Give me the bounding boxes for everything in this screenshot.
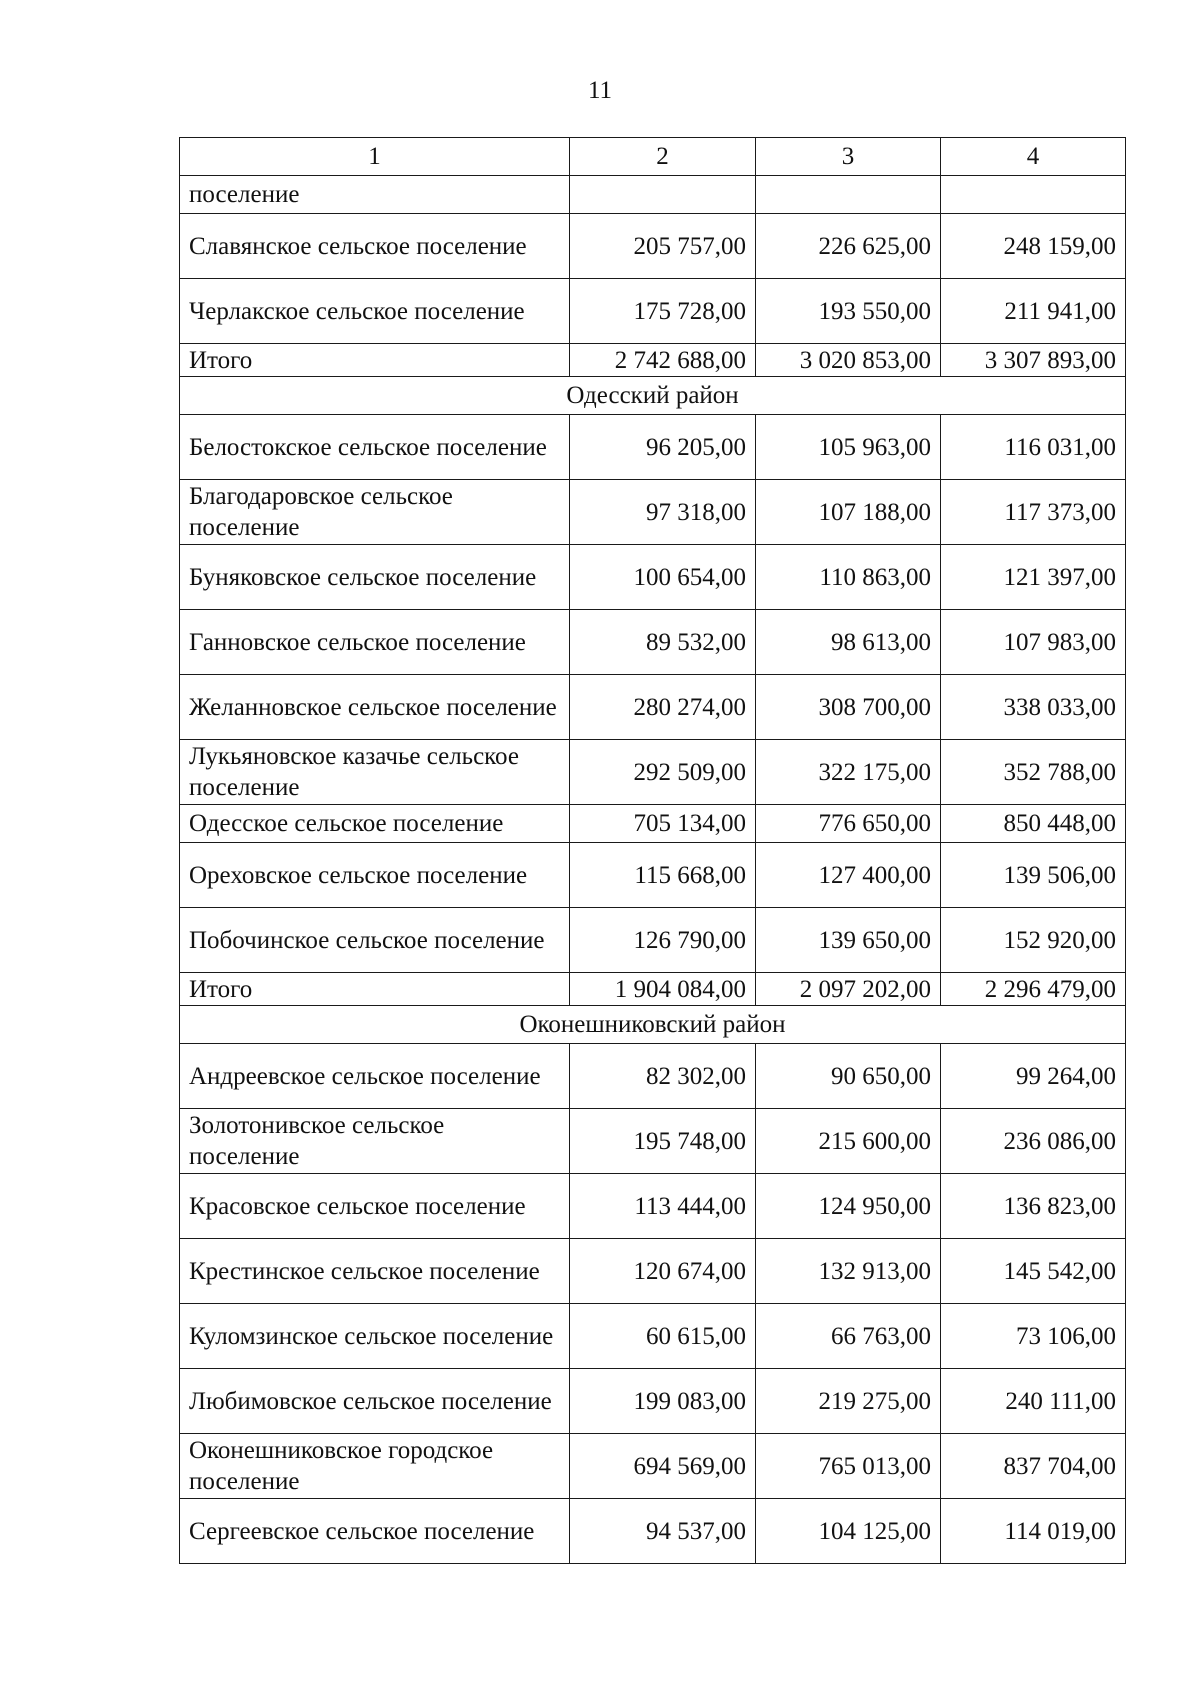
header-col-4: 4: [941, 138, 1126, 176]
header-col-1: 1: [180, 138, 570, 176]
value-col-3: 193 550,00: [756, 279, 941, 344]
settlement-name: Одесское сельское поселение: [180, 805, 570, 843]
settlement-name: Лукьяновское казачье сельское поселение: [180, 740, 570, 805]
value-col-2: 2 742 688,00: [570, 344, 756, 377]
value-col-3: [756, 176, 941, 214]
value-col-2: 115 668,00: [570, 843, 756, 908]
table-row: [180, 415, 1126, 480]
value-col-2: 126 790,00: [570, 908, 756, 973]
table-row: [180, 610, 1126, 675]
table-row: [180, 1239, 1126, 1304]
table-body: [180, 176, 1126, 1564]
value-col-2: 100 654,00: [570, 545, 756, 610]
settlement-name: Крестинское сельское поселение: [180, 1239, 570, 1304]
table-row: [180, 545, 1126, 610]
value-col-3: 2 097 202,00: [756, 973, 941, 1006]
header-col-3: 3: [756, 138, 941, 176]
value-col-4: 136 823,00: [941, 1174, 1126, 1239]
settlement-name: Ореховское сельское поселение: [180, 843, 570, 908]
value-col-4: 338 033,00: [941, 675, 1126, 740]
table-row: [180, 1109, 1126, 1174]
value-col-2: 705 134,00: [570, 805, 756, 843]
value-col-2: 280 274,00: [570, 675, 756, 740]
value-col-2: [570, 176, 756, 214]
table-row: [180, 675, 1126, 740]
value-col-3: 3 020 853,00: [756, 344, 941, 377]
value-col-2: 1 904 084,00: [570, 973, 756, 1006]
value-col-3: 124 950,00: [756, 1174, 941, 1239]
value-col-4: 837 704,00: [941, 1434, 1126, 1499]
value-col-4: 99 264,00: [941, 1044, 1126, 1109]
settlement-name: Куломзинское сельское поселение: [180, 1304, 570, 1369]
value-col-4: 139 506,00: [941, 843, 1126, 908]
total-label: Итого: [180, 973, 570, 1006]
value-col-3: 132 913,00: [756, 1239, 941, 1304]
value-col-4: 211 941,00: [941, 279, 1126, 344]
settlement-name: поселение: [180, 176, 570, 214]
settlement-name: Белостокское сельское поселение: [180, 415, 570, 480]
value-col-2: 175 728,00: [570, 279, 756, 344]
value-col-2: 120 674,00: [570, 1239, 756, 1304]
value-col-4: 107 983,00: [941, 610, 1126, 675]
value-col-4: 116 031,00: [941, 415, 1126, 480]
value-col-2: 292 509,00: [570, 740, 756, 805]
value-col-2: 94 537,00: [570, 1499, 756, 1564]
table-row: [180, 843, 1126, 908]
total-row: [180, 344, 1126, 377]
table-row: [180, 279, 1126, 344]
settlement-name: Буняковское сельское поселение: [180, 545, 570, 610]
value-col-2: 96 205,00: [570, 415, 756, 480]
table-row: [180, 1174, 1126, 1239]
value-col-4: 2 296 479,00: [941, 973, 1126, 1006]
settlement-name: Андреевское сельское поселение: [180, 1044, 570, 1109]
value-col-2: 205 757,00: [570, 214, 756, 279]
value-col-3: 219 275,00: [756, 1369, 941, 1434]
value-col-3: 127 400,00: [756, 843, 941, 908]
value-col-4: [941, 176, 1126, 214]
value-col-3: 765 013,00: [756, 1434, 941, 1499]
table-row: [180, 176, 1126, 214]
value-col-2: 199 083,00: [570, 1369, 756, 1434]
value-col-4: 850 448,00: [941, 805, 1126, 843]
value-col-2: 89 532,00: [570, 610, 756, 675]
value-col-4: 117 373,00: [941, 480, 1126, 545]
settlement-name: Сергеевское сельское поселение: [180, 1499, 570, 1564]
value-col-4: 248 159,00: [941, 214, 1126, 279]
table-row: [180, 480, 1126, 545]
value-col-3: 776 650,00: [756, 805, 941, 843]
value-col-3: 98 613,00: [756, 610, 941, 675]
settlement-name: Желанновское сельское поселение: [180, 675, 570, 740]
value-col-2: 195 748,00: [570, 1109, 756, 1174]
value-col-4: 152 920,00: [941, 908, 1126, 973]
value-col-3: 308 700,00: [756, 675, 941, 740]
value-col-3: 226 625,00: [756, 214, 941, 279]
value-col-3: 322 175,00: [756, 740, 941, 805]
value-col-4: 236 086,00: [941, 1109, 1126, 1174]
budget-table: [179, 137, 1126, 1564]
header-row: [180, 138, 1126, 176]
table-row: [180, 1499, 1126, 1564]
total-label: Итого: [180, 344, 570, 377]
value-col-4: 114 019,00: [941, 1499, 1126, 1564]
page-number: 11: [587, 77, 613, 104]
header-col-2: 2: [570, 138, 756, 176]
total-row: [180, 973, 1126, 1006]
value-col-2: 113 444,00: [570, 1174, 756, 1239]
value-col-3: 107 188,00: [756, 480, 941, 545]
value-col-2: 82 302,00: [570, 1044, 756, 1109]
district-heading-row: [180, 377, 1126, 415]
district-name: Оконешниковский район: [180, 1006, 1126, 1044]
value-col-4: 3 307 893,00: [941, 344, 1126, 377]
value-col-4: 352 788,00: [941, 740, 1126, 805]
value-col-4: 73 106,00: [941, 1304, 1126, 1369]
value-col-4: 121 397,00: [941, 545, 1126, 610]
table-row: [180, 214, 1126, 279]
table-row: [180, 1044, 1126, 1109]
settlement-name: Любимовское сельское поселение: [180, 1369, 570, 1434]
settlement-name: Славянское сельское поселение: [180, 214, 570, 279]
district-heading-row: [180, 1006, 1126, 1044]
value-col-4: 240 111,00: [941, 1369, 1126, 1434]
table-header: [180, 138, 1126, 176]
value-col-2: 97 318,00: [570, 480, 756, 545]
settlement-name: Благодаровское сельское поселение: [180, 480, 570, 545]
table-row: [180, 1369, 1126, 1434]
settlement-name: Ганновское сельское поселение: [180, 610, 570, 675]
settlement-name: Красовское сельское поселение: [180, 1174, 570, 1239]
value-col-3: 104 125,00: [756, 1499, 941, 1564]
table-row: [180, 908, 1126, 973]
settlement-name: Черлакское сельское поселение: [180, 279, 570, 344]
value-col-3: 90 650,00: [756, 1044, 941, 1109]
table-row: [180, 1434, 1126, 1499]
value-col-2: 60 615,00: [570, 1304, 756, 1369]
district-name: Одесский район: [180, 377, 1126, 415]
settlement-name: Оконешниковское городское поселение: [180, 1434, 570, 1499]
value-col-3: 110 863,00: [756, 545, 941, 610]
table-row: [180, 1304, 1126, 1369]
value-col-2: 694 569,00: [570, 1434, 756, 1499]
settlement-name: Золотонивское сельское поселение: [180, 1109, 570, 1174]
value-col-3: 139 650,00: [756, 908, 941, 973]
table-row: [180, 805, 1126, 843]
value-col-4: 145 542,00: [941, 1239, 1126, 1304]
value-col-3: 215 600,00: [756, 1109, 941, 1174]
table-row: [180, 740, 1126, 805]
value-col-3: 105 963,00: [756, 415, 941, 480]
value-col-3: 66 763,00: [756, 1304, 941, 1369]
settlement-name: Побочинское сельское поселение: [180, 908, 570, 973]
